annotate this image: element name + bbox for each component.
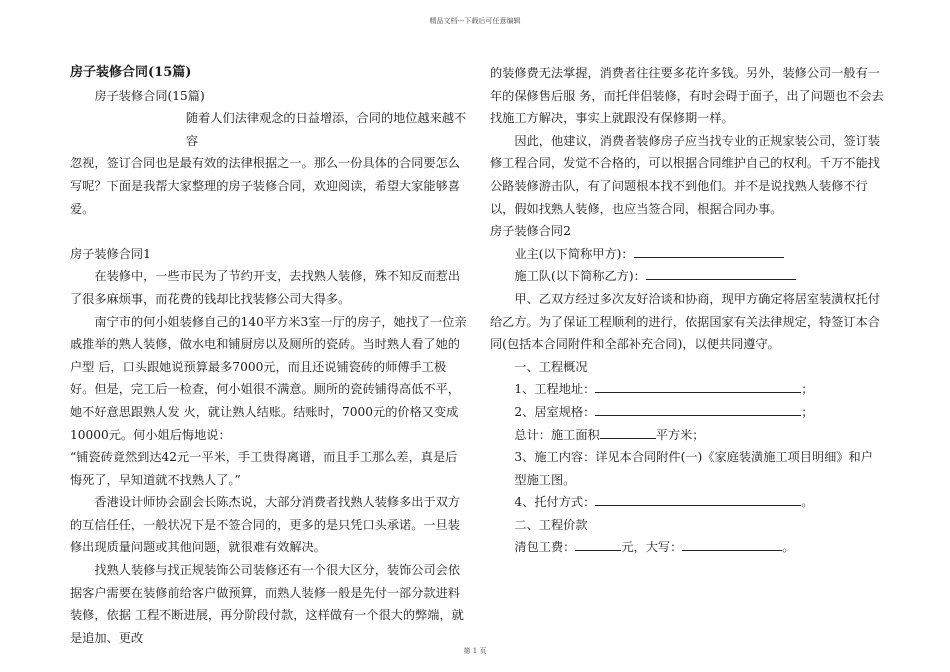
labor-fee-label: 清包工费： xyxy=(514,540,576,555)
document-subtitle: 房子装修合同(15篇) xyxy=(94,88,205,103)
party-b-blank[interactable] xyxy=(646,265,796,280)
labor-fee-words-blank[interactable] xyxy=(682,536,782,551)
intro-line-1: 随着人们法律观念的日益增添，合同的地位越来越不容 xyxy=(185,111,467,148)
labor-fee-mid: 元，大写： xyxy=(621,540,683,555)
party-a-label: 业主(以下简称甲方)： xyxy=(514,246,634,261)
section-heading-1: 房子装修合同1 xyxy=(70,246,151,261)
labor-fee-line xyxy=(490,536,885,559)
paragraph: 香港设计师协会副会长陈杰说，大部分消费者找熟人装修多出于双方的互信任任，一般状况下是不签合同的，更多的是只凭口头承诺。一旦装修出现质量问题或其他问题，就很难有效解决。 xyxy=(70,495,461,555)
labor-fee-blank[interactable] xyxy=(575,536,621,551)
paragraph: 的装修费无法掌握，消费者往往要多花许多钱。另外，装修公司一般有一年的保修售后服 务，而托伴侣装修，有时会碍于面子，出了问题也不会去找施工方解决，事实上就跟没有保修期一样。 xyxy=(490,66,884,126)
semicolon: ； xyxy=(801,404,814,419)
quote-paragraph: “铺瓷砖竟然到达42元一平米，手工贵得离谱，而且手工那么差，真是后 悔死了，早知道就不找熟人了。” xyxy=(70,450,458,487)
address-blank[interactable] xyxy=(595,378,801,393)
paragraph: 南宁市的何小姐装修自己的140平方米3室一厅的房子，她找了一位亲戚推举的熟人装修，做水电和铺厨房以及厕所的瓷砖。当时熟人看了她的户型 后，口头跟她说预算最多7000元，而且还说铺瓷砖的师傅手工极好。但是，完工后一检查，何小姐很不满意。厕所的瓷砖铺得高低不平，她不好意思跟熟人发 火，就让熟人结账。结账时，7000元的价格又变成10000元。何小姐后悔地说： xyxy=(70,314,467,442)
party-b-line xyxy=(490,265,885,288)
left-column xyxy=(70,62,470,649)
period: 。 xyxy=(801,495,814,510)
period: 。 xyxy=(782,540,795,555)
paragraph: 因此，他建议，消费者装修房子应当找专业的正规家装公司，签订装修工程合同，发觉不合格的，可以根据合同维护自己的权利。千万不能找公路装修游击队，有了问题根本找不到他们。并不是说找熟人装修不行以，假如找熟人装修，也应当签合同，根据合同办事。 xyxy=(490,133,881,216)
paragraph: 甲、乙双方经过多次友好洽谈和协商，现甲方确定将居室装潢权托付给乙方。为了保证工程顺利的进行，依据国家有关法律规定，特签订本合同(包括本合同附件和全部补充合同)，以便共同遵守。 xyxy=(490,291,881,352)
payment-method-blank[interactable] xyxy=(595,491,801,506)
section-heading: 一、工程概况 xyxy=(514,359,588,374)
total-area-label: 总计：施工面积 xyxy=(514,427,600,442)
payment-method-line xyxy=(490,491,885,514)
party-a-line xyxy=(490,243,885,266)
room-spec-blank[interactable] xyxy=(595,401,801,416)
total-area-unit: 平方米； xyxy=(655,427,705,442)
page-footer: 第 1 页 xyxy=(463,647,487,655)
payment-method-label: 4、托付方式： xyxy=(514,495,596,510)
section-heading-2: 房子装修合同2 xyxy=(490,224,571,239)
paragraph: 在装修中，一些市民为了节约开支，去找熟人装修，殊不知反而惹出了很多麻烦事，而花费的钱却比找装修公司大得多。 xyxy=(70,269,461,306)
section-heading: 二、工程价款 xyxy=(514,517,588,532)
semicolon: ； xyxy=(801,382,814,397)
party-b-label: 施工队(以下简称乙方)： xyxy=(514,269,646,284)
page-header: 精品文档---下载后可任意编辑 xyxy=(429,17,521,25)
address-label: 1、工程地址： xyxy=(514,382,596,397)
party-a-blank[interactable] xyxy=(634,243,784,258)
document-title: 房子装修合同(15篇) xyxy=(70,65,192,80)
intro-paragraph: 忽视，签订合同也是最有效的法律根据之一。那么一份具体的合同要怎么写呢？下面是我帮大家整理的房子装修合同，欢迎阅读，希望大家能够喜爱。 xyxy=(70,156,460,216)
total-area-blank[interactable] xyxy=(600,424,656,439)
paragraph: 找熟人装修与找正规装饰公司装修还有一个很大区分，装饰公司会依据客户需要在装修前给客户做预算，而熟人装修一般是先付一部分款进料装修，依据 工程不断进展，再分阶段付款，这样做有一个很大的弊端，就是追加、更改 xyxy=(70,563,464,645)
right-column xyxy=(490,62,885,559)
total-area-line xyxy=(490,424,885,447)
spacer xyxy=(70,220,470,243)
room-spec-label: 2、居室规格： xyxy=(514,404,596,419)
room-spec-line xyxy=(490,401,885,424)
address-line xyxy=(490,378,885,401)
construction-content: 3、施工内容：详见本合同附件(一)《家庭装潢施工项目明细》和户型施工图。 xyxy=(514,450,873,487)
